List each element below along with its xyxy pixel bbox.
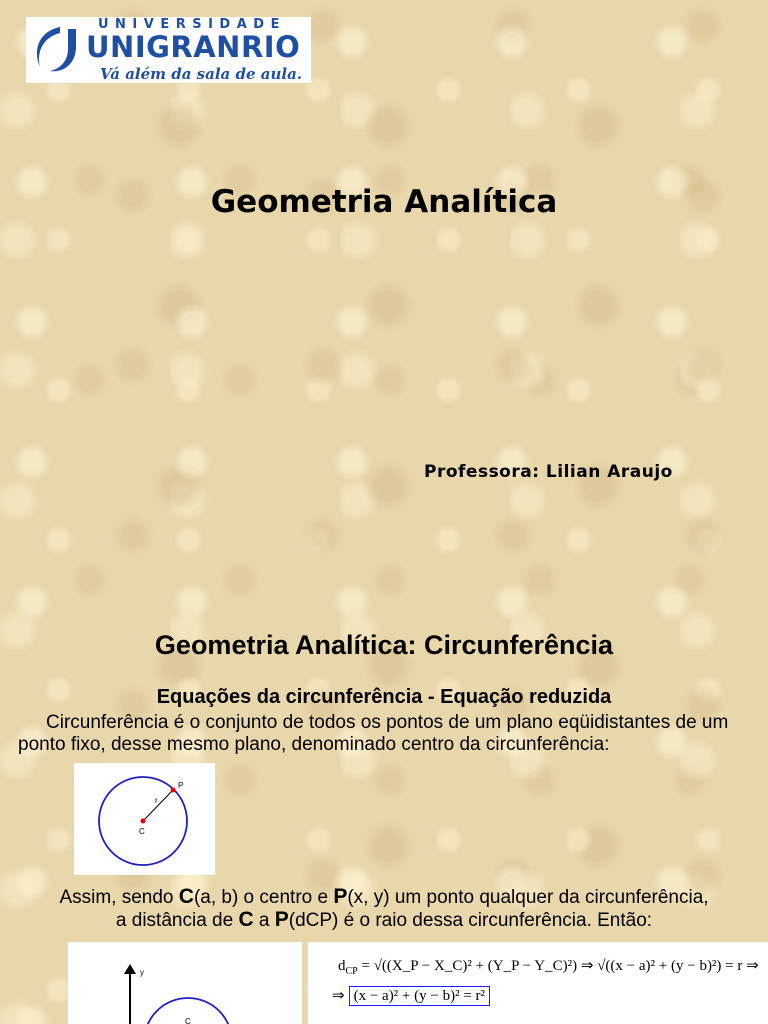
university-logo — [26, 17, 311, 83]
bold-p: P — [274, 908, 289, 931]
logo-swoosh-icon — [30, 23, 82, 75]
radius-line — [143, 790, 173, 821]
slide2-subtitle: Equações da circunferência - Equação reduzida — [156, 686, 612, 708]
formula-subscript: CP — [345, 966, 358, 977]
circle-diagram — [74, 763, 215, 875]
professor-name: Professora: Lilian Araujo — [424, 462, 673, 482]
coordinate-figure — [68, 942, 302, 1024]
formula-rest: = √((X_P − X_C)² + (Y_P − Y_C)²) ⇒ √((x − a)² + (y − b)²) = r ⇒ — [361, 958, 759, 974]
logo-top-text: UNIVERSIDADE — [98, 17, 286, 32]
text-segment: Assim, sendo — [59, 887, 179, 908]
formula-d: d — [338, 958, 346, 974]
reduced-equation-box: (x − a)² + (y − b)² = r² — [349, 986, 490, 1006]
y-axis-label: y — [140, 968, 144, 977]
text-segment: (a, b) o centro e — [193, 887, 334, 908]
circle-figure — [74, 763, 215, 875]
formula-line-1 — [338, 956, 759, 977]
text-segment: a — [253, 910, 275, 931]
slide-title: Geometria Analítica — [210, 184, 558, 220]
implies-arrow: ⇒ — [332, 988, 345, 1004]
text-segment: a distância de — [115, 910, 239, 931]
distance-formula — [308, 942, 768, 1024]
label-r: r — [155, 796, 158, 805]
bold-p: P — [333, 885, 348, 908]
bold-c: C — [238, 908, 254, 931]
center-label: C — [185, 1017, 191, 1024]
text-segment: (dCP) é o raio dessa circunferência. Então: — [288, 910, 653, 931]
center-point — [141, 819, 146, 824]
logo-slogan: Vá além da sala de aula. — [100, 65, 303, 83]
label-c: C — [139, 827, 145, 836]
distance-paragraph — [0, 886, 768, 932]
definition-paragraph: Circunferência é o conjunto de todos os pontos de um plano eqüidistantes de um ponto fixo, desse mesmo plano, denominado centro da circunferência: — [18, 712, 729, 755]
logo-main-text: UNIGRANRIO — [86, 30, 301, 64]
point-p — [171, 788, 176, 793]
y-axis-arrow — [124, 964, 136, 974]
slide2-title: Geometria Analítica: Circunferência — [154, 630, 614, 660]
coordinate-diagram — [68, 942, 302, 1024]
text-segment: (x, y) um ponto qualquer da circunferência, — [347, 887, 709, 908]
label-p: P — [178, 781, 184, 790]
formula-line-2 — [332, 986, 490, 1005]
bold-c: C — [178, 885, 194, 908]
